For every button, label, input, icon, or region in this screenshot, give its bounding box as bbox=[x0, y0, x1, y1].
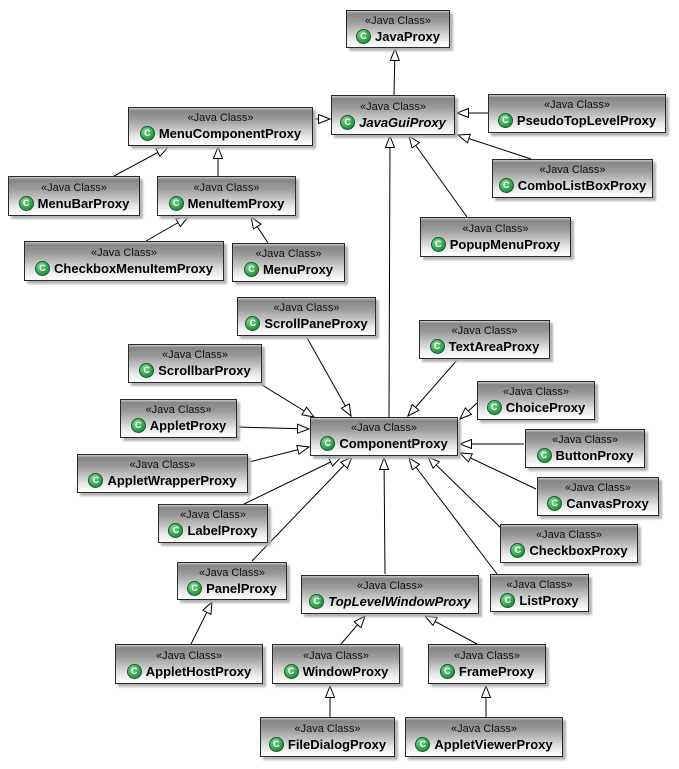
class-icon: C bbox=[430, 339, 445, 354]
class-node-CheckboxMenuItemProxy[interactable] bbox=[24, 241, 224, 281]
stereotype-label: «Java Class» bbox=[350, 422, 418, 434]
class-name-row bbox=[510, 543, 627, 558]
class-node-FileDialogProxy[interactable] bbox=[260, 717, 395, 757]
class-name: MenuBarProxy bbox=[37, 195, 130, 211]
class-node-JavaProxy[interactable] bbox=[346, 10, 450, 48]
class-node-PopupMenuProxy[interactable] bbox=[420, 217, 571, 257]
class-name: CheckboxProxy bbox=[529, 543, 628, 558]
stereotype-label: «Java Class» bbox=[273, 302, 340, 314]
class-name: MenuComponentProxy bbox=[158, 126, 302, 141]
class-node-ScrollPaneProxy[interactable] bbox=[237, 297, 376, 336]
class-name-row bbox=[537, 448, 634, 463]
inheritance-edge-JavaGuiProxy-to-JavaProxy bbox=[394, 49, 395, 95]
class-name-row bbox=[320, 436, 447, 451]
stereotype-label: «Java Class» bbox=[451, 325, 518, 337]
class-icon: C bbox=[245, 316, 260, 331]
class-name-row bbox=[35, 261, 213, 276]
class-name-row bbox=[169, 196, 285, 211]
class-name: FrameProxy bbox=[458, 663, 535, 679]
class-name-row bbox=[88, 473, 236, 488]
class-node-TextAreaProxy[interactable] bbox=[419, 320, 550, 359]
inheritance-edge-ListProxy-to-ComponentProxy bbox=[409, 458, 497, 574]
class-name-row bbox=[244, 262, 333, 277]
inheritance-edge-MenuBarProxy-to-MenuComponentProxy bbox=[114, 147, 168, 176]
class-node-AppletHostProxy[interactable] bbox=[115, 644, 263, 684]
class-node-JavaGuiProxy[interactable] bbox=[331, 95, 455, 135]
inheritance-edge-ComboListBoxProxy-to-JavaGuiProxy bbox=[458, 135, 531, 159]
class-icon: C bbox=[340, 115, 355, 130]
class-icon: C bbox=[309, 594, 324, 609]
class-node-ChoiceProxy[interactable] bbox=[477, 381, 595, 420]
stereotype-label: «Java Class» bbox=[145, 404, 212, 416]
inheritance-edge-CheckboxMenuItemProxy-to-MenuItemProxy bbox=[146, 217, 188, 241]
stereotype-label: «Java Class» bbox=[450, 722, 518, 735]
inheritance-edge-AppletWrapperProxy-to-ComponentProxy bbox=[249, 447, 309, 462]
class-icon: C bbox=[284, 664, 299, 679]
class-node-ButtonProxy[interactable] bbox=[525, 429, 645, 468]
stereotype-label: «Java Class» bbox=[40, 181, 108, 194]
class-node-TopLevelWindowProxy[interactable] bbox=[301, 575, 479, 614]
inheritance-edge-MenuProxy-to-MenuItemProxy bbox=[251, 217, 268, 243]
class-node-MenuComponentProxy[interactable] bbox=[128, 107, 313, 146]
class-icon: C bbox=[19, 196, 34, 211]
class-icon: C bbox=[139, 363, 154, 378]
class-name-row bbox=[430, 339, 540, 354]
class-name-row bbox=[269, 737, 386, 752]
stereotype-label: «Java Class» bbox=[302, 649, 370, 662]
class-name: CanvasProxy bbox=[566, 496, 649, 511]
class-name: MenuProxy bbox=[262, 262, 334, 277]
class-name: TopLevelWindowProxy bbox=[328, 594, 471, 609]
stereotype-label: «Java Class» bbox=[543, 99, 611, 111]
stereotype-label: «Java Class» bbox=[539, 164, 606, 176]
class-name: PopupMenuProxy bbox=[449, 236, 561, 252]
class-name-row bbox=[356, 29, 440, 44]
class-name: CheckboxMenuItemProxy bbox=[54, 260, 213, 276]
class-node-MenuItemProxy[interactable] bbox=[157, 176, 296, 216]
class-name-row bbox=[500, 593, 578, 608]
stereotype-label: «Java Class» bbox=[161, 349, 229, 361]
class-icon: C bbox=[547, 496, 562, 511]
stereotype-label: «Java Class» bbox=[255, 248, 322, 260]
class-node-MenuProxy[interactable] bbox=[232, 243, 345, 282]
class-name: AppletProxy bbox=[149, 418, 227, 433]
class-name-row bbox=[245, 316, 367, 331]
stereotype-label: «Java Class» bbox=[187, 112, 254, 124]
inheritance-edge-ScrollbarProxy-to-ComponentProxy bbox=[254, 380, 314, 417]
stereotype-label: «Java Class» bbox=[462, 222, 529, 235]
class-node-ComboListBoxProxy[interactable] bbox=[492, 159, 653, 198]
class-icon: C bbox=[537, 448, 552, 463]
class-icon: C bbox=[35, 261, 50, 276]
class-name-row bbox=[284, 664, 389, 679]
class-node-MenuBarProxy[interactable] bbox=[8, 176, 140, 216]
inheritance-edge-AppletProxy-to-ComponentProxy bbox=[238, 427, 309, 429]
stereotype-label: «Java Class» bbox=[198, 566, 266, 579]
class-icon: C bbox=[169, 196, 184, 211]
class-node-WindowProxy[interactable] bbox=[272, 644, 400, 684]
class-name-row bbox=[340, 115, 446, 130]
inheritance-edge-AppletHostProxy-to-PanelProxy bbox=[191, 602, 212, 644]
class-icon: C bbox=[269, 737, 284, 752]
inheritance-edge-PopupMenuProxy-to-JavaGuiProxy bbox=[409, 136, 467, 217]
class-name-row bbox=[139, 363, 251, 378]
inheritance-edge-ScrollPaneProxy-to-ComponentProxy bbox=[306, 336, 351, 416]
class-icon: C bbox=[168, 523, 183, 538]
stereotype-label: «Java Class» bbox=[535, 529, 603, 541]
stereotype-label: «Java Class» bbox=[551, 434, 619, 446]
stereotype-label: «Java Class» bbox=[129, 459, 196, 471]
inheritance-edge-LabelProxy-to-ComponentProxy bbox=[244, 457, 341, 504]
class-name: ScrollbarProxy bbox=[158, 363, 251, 378]
class-icon: C bbox=[127, 664, 142, 679]
class-icon: C bbox=[140, 126, 155, 141]
inheritance-edge-TopLevelWindowProxy-to-ComponentProxy bbox=[384, 458, 385, 574]
class-icon: C bbox=[510, 543, 525, 558]
stereotype-label: «Java Class» bbox=[359, 100, 427, 113]
class-icon: C bbox=[415, 737, 430, 752]
inheritance-edge-ChoiceProxy-to-ComponentProxy bbox=[460, 403, 477, 419]
class-node-AppletWrapperProxy[interactable] bbox=[77, 454, 248, 493]
class-icon: C bbox=[487, 400, 502, 415]
stereotype-label: «Java Class» bbox=[356, 580, 424, 592]
class-name-row bbox=[498, 113, 656, 128]
class-node-LabelProxy[interactable] bbox=[158, 504, 268, 543]
class-icon: C bbox=[88, 473, 103, 488]
inheritance-edge-WindowProxy-to-TopLevelWindowProxy bbox=[341, 616, 365, 644]
class-name: AppletViewerProxy bbox=[434, 736, 553, 752]
class-node-ComponentProxy[interactable] bbox=[310, 417, 458, 456]
class-node-CanvasProxy[interactable] bbox=[537, 477, 659, 516]
stereotype-label: «Java Class» bbox=[193, 181, 260, 194]
class-name-row bbox=[499, 178, 647, 193]
class-name: ComboListBoxProxy bbox=[517, 178, 647, 193]
class-name: MenuItemProxy bbox=[187, 195, 285, 211]
class-name: JavaProxy bbox=[374, 28, 441, 44]
class-name: LabelProxy bbox=[187, 523, 258, 538]
stereotype-label: «Java Class» bbox=[155, 649, 223, 662]
class-node-AppletProxy[interactable] bbox=[120, 399, 237, 438]
stereotype-label: «Java Class» bbox=[502, 386, 570, 398]
class-name: TextAreaProxy bbox=[448, 339, 540, 354]
stereotype-label: «Java Class» bbox=[179, 509, 247, 521]
class-node-PanelProxy[interactable] bbox=[177, 562, 287, 600]
class-icon: C bbox=[431, 237, 446, 252]
class-icon: C bbox=[499, 178, 514, 193]
class-icon: C bbox=[498, 113, 513, 128]
class-name-row bbox=[131, 418, 227, 433]
class-icon: C bbox=[440, 664, 455, 679]
stereotype-label: «Java Class» bbox=[506, 578, 573, 591]
class-name: FileDialogProxy bbox=[287, 736, 387, 752]
class-name: ChoiceProxy bbox=[505, 400, 586, 415]
class-name-row bbox=[168, 523, 257, 538]
class-node-ListProxy[interactable] bbox=[490, 574, 589, 612]
class-name-row bbox=[415, 737, 552, 752]
class-name: AppletWrapperProxy bbox=[107, 473, 237, 488]
class-name-row bbox=[487, 400, 585, 415]
class-name-row bbox=[19, 196, 130, 211]
class-name: ButtonProxy bbox=[555, 448, 634, 463]
class-name: JavaGuiProxy bbox=[359, 114, 446, 130]
stereotype-label: «Java Class» bbox=[364, 14, 432, 27]
inheritance-edge-ComponentProxy-to-JavaGuiProxy bbox=[389, 136, 390, 417]
class-node-FrameProxy[interactable] bbox=[428, 644, 546, 684]
class-name-row bbox=[440, 664, 534, 679]
class-name: PanelProxy bbox=[206, 580, 277, 596]
class-name-row bbox=[140, 126, 301, 141]
stereotype-label: «Java Class» bbox=[453, 649, 521, 662]
class-icon: C bbox=[500, 593, 515, 608]
class-icon: C bbox=[131, 418, 146, 433]
class-node-AppletViewerProxy[interactable] bbox=[405, 717, 563, 757]
inheritance-edge-FrameProxy-to-TopLevelWindowProxy bbox=[425, 616, 477, 644]
class-name: ScrollPaneProxy bbox=[264, 316, 368, 331]
class-icon: C bbox=[187, 581, 202, 596]
stereotype-label: «Java Class» bbox=[90, 246, 158, 259]
class-icon: C bbox=[356, 29, 371, 44]
class-name-row bbox=[187, 581, 277, 596]
stereotype-label: «Java Class» bbox=[294, 722, 361, 735]
inheritance-edge-TextAreaProxy-to-ComponentProxy bbox=[408, 359, 458, 416]
class-node-PseudoTopLevelProxy[interactable] bbox=[488, 94, 666, 133]
class-name-row bbox=[309, 594, 470, 609]
class-name-row bbox=[127, 664, 251, 679]
class-node-ScrollbarProxy[interactable] bbox=[128, 344, 262, 383]
class-icon: C bbox=[244, 262, 259, 277]
class-name: WindowProxy bbox=[302, 663, 389, 679]
class-name: AppletHostProxy bbox=[145, 663, 252, 679]
class-icon: C bbox=[320, 436, 335, 451]
class-name-row bbox=[547, 496, 648, 511]
class-name-row bbox=[431, 237, 561, 252]
class-node-CheckboxProxy[interactable] bbox=[500, 524, 638, 563]
class-name: PseudoTopLevelProxy bbox=[516, 113, 657, 128]
stereotype-label: «Java Class» bbox=[564, 482, 632, 494]
class-name: ComponentProxy bbox=[339, 436, 448, 451]
class-name: ListProxy bbox=[519, 592, 579, 608]
